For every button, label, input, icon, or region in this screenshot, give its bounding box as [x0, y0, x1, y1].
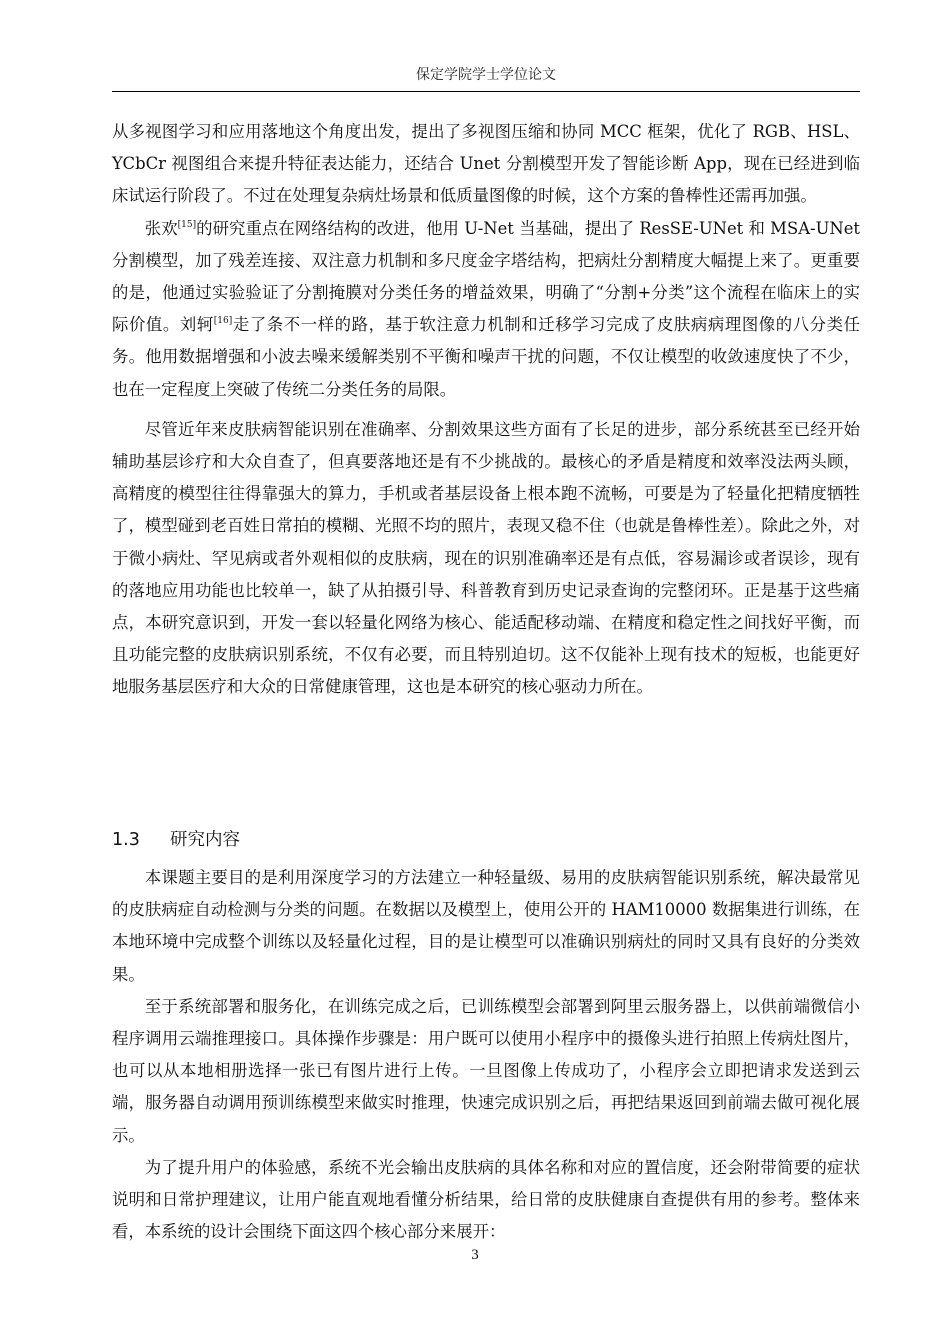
author-name: 张欢 — [144, 218, 178, 238]
paragraph-experience: 为了提升用户的体验感，系统不光会输出皮肤病的具体名称和对应的置信度，还会附带简要的症状说明和日常护理建议，让用户能直观地看懂分析结果，给日常的皮肤健康自查提供有用的参考。整体来看，本系统的设计会围绕下面这四个核心部分来展开： — [112, 1157, 860, 1242]
body-block-1 — [112, 116, 860, 704]
page-number: 3 — [471, 1247, 479, 1263]
paragraph-challenges: 尽管近年来皮肤病智能识别在准确率、分割效果这些方面有了长足的进步，部分系统甚至已经开始辅助基层诊疗和大众自查了，但真要落地还是有不少挑战的。最核心的矛盾是精度和效率没法两头顾，高精度的模型往往得靠强大的算力，手机或者基层设备上根本跑不流畅，可要是为了轻量化把精度牺牲了，模型碰到老百姓日常拍的模糊、光照不均的照片，表现又稳不住（也就是鲁棒性差）。除此之外，对于微小病灶、罕见病或者外观相似的皮肤病，现在的识别准确率还是有点低，容易漏诊或者误诊，现有的落地应用功能也比较单一，缺了从拍摄引导、科普教育到历史记录查询的完整闭环。正是基于这些痛点，本研究意识到，开发一套以轻量化网络为核心、能适配移动端、在精度和稳定性之间找好平衡，而且功能完整的皮肤病识别系统，不仅有必要，而且特别迫切。这不仅能补上现有技术的短板，也能更好地服务基层医疗和大众的日常健康管理，这也是本研究的核心驱动力所在。 — [112, 419, 860, 697]
paragraph-zhang-huan — [112, 213, 860, 406]
paragraph-goal: 本课题主要目的是利用深度学习的方法建立一种轻量级、易用的皮肤病智能识别系统，解决最常见的皮肤病症自动检测与分类的问题。在数据以及模型上，使用公开的 HAM10000 数据集进行训练，在本地环境中完成整个训练以及轻量化过程，目的是让模型可以准确识别病灶的同时又具有良好的分类效果。 — [112, 868, 860, 984]
running-header: 保定学院学士学位论文 — [416, 67, 556, 83]
header-rule — [112, 91, 860, 92]
citation-15[interactable]: [15] — [177, 219, 197, 230]
section-title: 研究内容 — [170, 830, 240, 850]
body-block-2 — [112, 862, 860, 1248]
section-heading — [112, 826, 240, 851]
paragraph-text: 走了条不一样的路，基于软注意力机制和迁移学习完成了皮肤病病理图像的八分类任务。他用数据增强和小波去噪来缓解类别不平衡和噪声干扰的问题，不仅让模型的收敛速度快了不少，也在一定程度上突破了传统二分类任务的局限。 — [112, 315, 861, 399]
paragraph-deployment: 至于系统部署和服务化，在训练完成之后，已训练模型会部署到阿里云服务器上，以供前端微信小程序调用云端推理接口。具体操作步骤是：用户既可以使用小程序中的摄像头进行拍照上传病灶图片，也可以从本地相册选择一张已有图片进行上传。一旦图像上传成功了，小程序会立即把请求发送到云端，服务器自动调用预训练模型来做实时推理，快速完成识别之后，再把结果返回到前端去做可视化展示。 — [112, 996, 860, 1145]
paragraph-text: 的研究重点在网络结构的改进，他用 U-Net 当基础，提出了 ResSE-UNet 和 MSA-UNet 分割模型，加了残差连接、双注意力机制和多尺度金字塔结构，把病灶分割精度大幅提上来了。更重要的是，他通过实验验证了分割掩膜对分类任务的增益效果，明确了“分割+分类”这个流程在临床上的实际价值。刘轲 — [112, 218, 861, 335]
section-number: 1.3 — [112, 830, 140, 850]
citation-16[interactable]: [16] — [213, 316, 233, 327]
paragraph-continued: 从多视图学习和应用落地这个角度出发，提出了多视图压缩和协同 MCC 框架，优化了 RGB、HSL、YCbCr 视图组合来提升特征表达能力，还结合 Unet 分割模型开发了智能诊断 App，现在已经进到临床试运行阶段了。不过在处理复杂病灶场景和低质量图像的时候，这个方案的鲁棒性还需再加强。 — [112, 122, 860, 206]
